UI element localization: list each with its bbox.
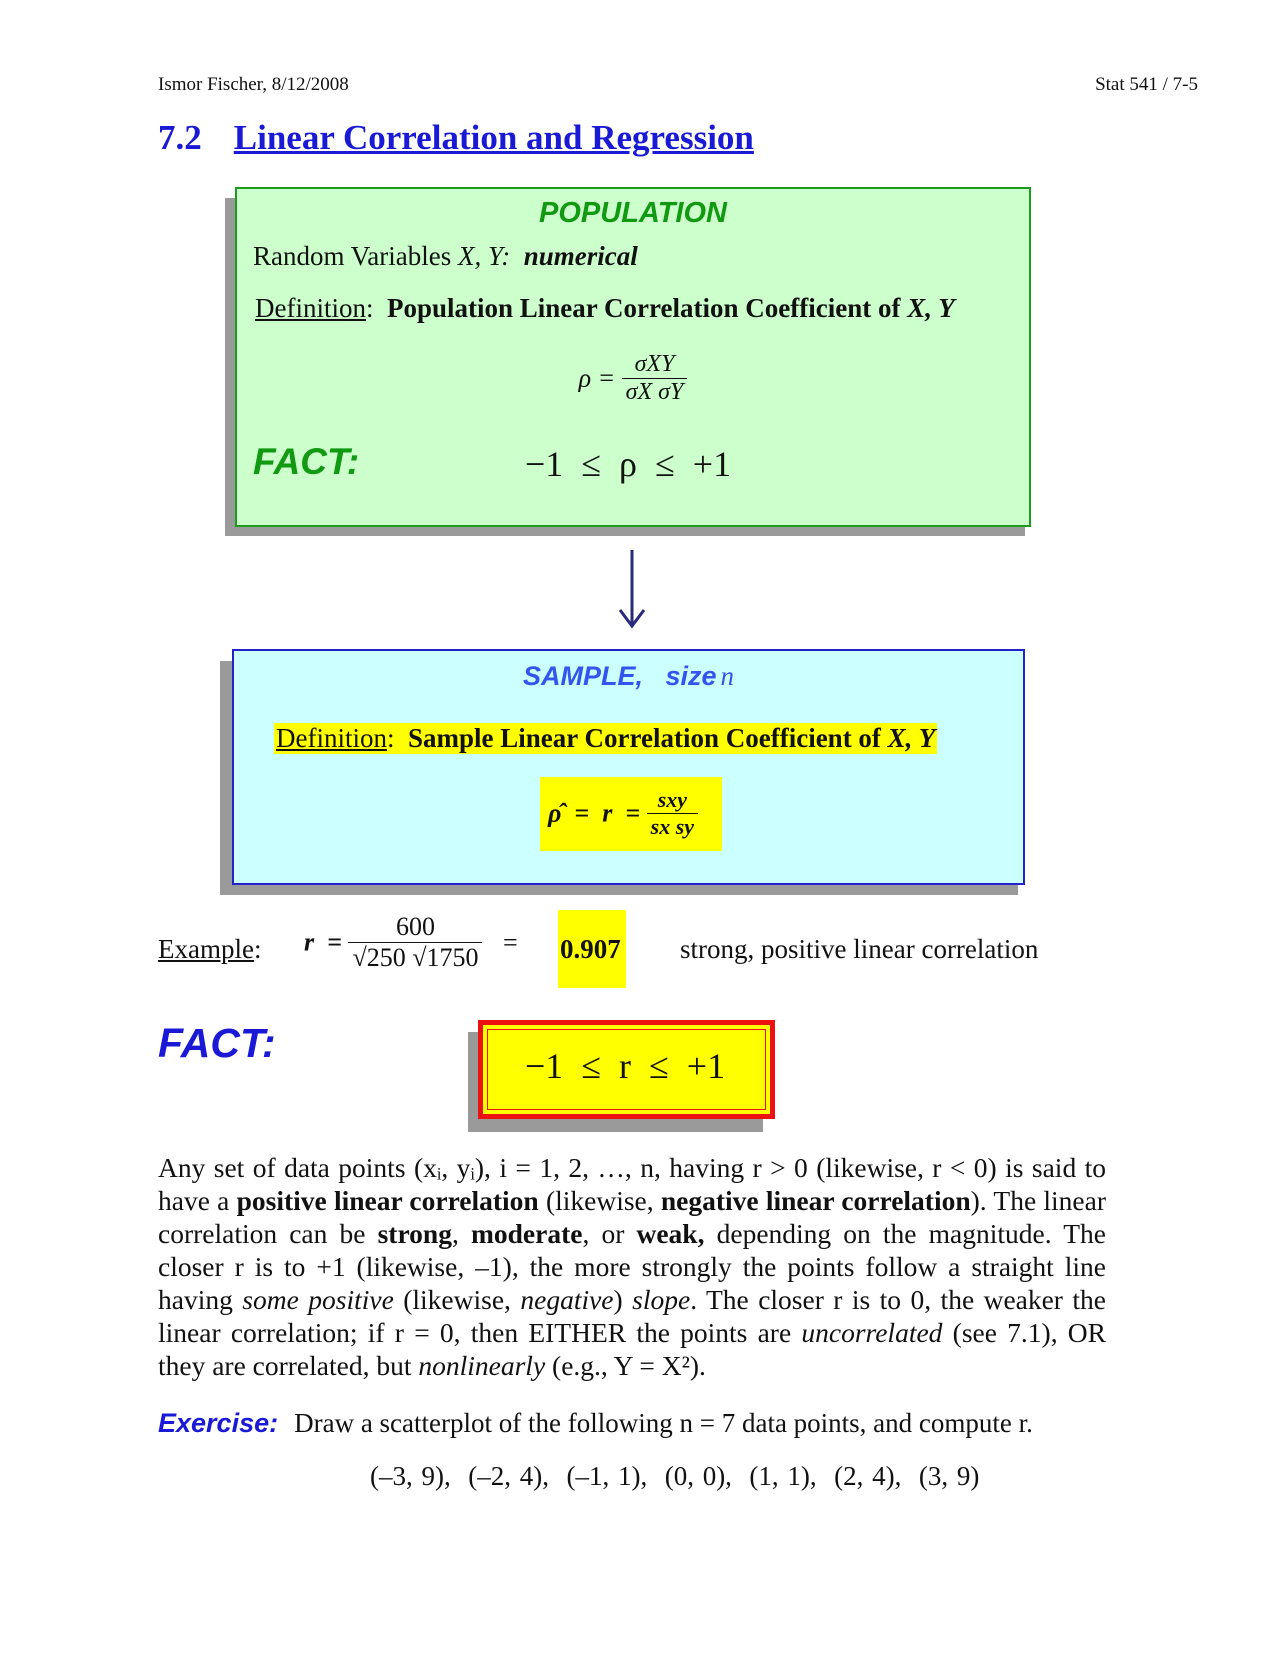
definition-text: Population Linear Correlation Coefficient of bbox=[387, 293, 908, 323]
paragraph-fragment: ) bbox=[613, 1284, 633, 1315]
section-title bbox=[158, 118, 754, 158]
paragraph-fragment: (e.g., Y = X²). bbox=[545, 1350, 706, 1381]
paragraph-fragment: slope bbox=[632, 1284, 691, 1315]
example-label: Example: bbox=[158, 934, 262, 964]
sample-denominator: sx sy bbox=[650, 814, 695, 839]
example-formula bbox=[304, 912, 518, 973]
paragraph-fragment: . The closer r is to 0, the weaker the linear correlation; if r = 0, then EITHER the points are bbox=[158, 1284, 1107, 1348]
paragraph-fragment: (likewise, bbox=[393, 1284, 521, 1315]
sample-r-formula bbox=[540, 777, 722, 851]
rho-lhs: ρ = bbox=[578, 363, 616, 393]
paragraph-fragment: (see 7.1), OR they are correlated, but bbox=[158, 1317, 1106, 1381]
example-fraction bbox=[348, 912, 482, 973]
definition-vars: X, Y bbox=[907, 293, 955, 323]
example-equals: = bbox=[502, 927, 518, 957]
population-heading: POPULATION bbox=[539, 197, 727, 229]
paragraph-fragment: uncorrelated bbox=[801, 1317, 943, 1348]
paragraph-fragment: moderate bbox=[470, 1218, 583, 1249]
paragraph-fragment: nonlinearly bbox=[418, 1350, 546, 1381]
page-header-author: Ismor Fischer, 8/12/2008 bbox=[158, 74, 349, 95]
sample-box bbox=[232, 649, 1025, 885]
rho-denominator: σX σY bbox=[625, 379, 684, 405]
paragraph-fragment: negative bbox=[520, 1284, 614, 1315]
random-variables-line bbox=[253, 241, 638, 272]
example-numerator: 600 bbox=[348, 912, 482, 943]
section-title-text: Linear Correlation and Regression bbox=[233, 118, 754, 157]
sample-heading-n: n bbox=[720, 661, 735, 691]
paragraph-fragment: (likewise, bbox=[538, 1185, 661, 1216]
example-result-highlight bbox=[558, 910, 626, 988]
paragraph-fragment: ). The linear correlation can be bbox=[158, 1185, 1106, 1249]
paragraph-fragment: strong bbox=[377, 1218, 452, 1249]
exercise-label: Exercise: bbox=[158, 1408, 279, 1438]
sample-numerator: sxy bbox=[647, 787, 698, 814]
paragraph-fragment: , bbox=[451, 1218, 471, 1249]
sample-heading-text: SAMPLE, size bbox=[522, 661, 717, 691]
paragraph-fragment: Any set of data points (xᵢ, yᵢ), i = 1, 2, …, n, having r > 0 (likewise, r < 0) is said to have a bbox=[158, 1152, 1106, 1216]
down-arrow-icon bbox=[612, 548, 652, 630]
example-description: strong, positive linear correlation bbox=[680, 934, 1039, 964]
population-fact-inequality: −1 ≤ ρ ≤ +1 bbox=[525, 444, 732, 484]
fact-box bbox=[478, 1020, 775, 1119]
sample-formula-lhs: ρ̂ = r = bbox=[548, 798, 641, 828]
sample-definition-label: Definition bbox=[276, 723, 387, 753]
definition-label: Definition bbox=[255, 293, 366, 323]
paragraph-fragment: weak, bbox=[636, 1218, 705, 1249]
example-denominator: √250 √1750 bbox=[352, 943, 479, 972]
explanation-paragraph bbox=[158, 1151, 1106, 1382]
population-fact-label: FACT: bbox=[253, 441, 360, 482]
exercise-data-points: (–3, 9), (–2, 4), (–1, 1), (0, 0), (1, 1), (2, 4), (3, 9) bbox=[370, 1461, 980, 1491]
random-variables-prefix: Random Variables bbox=[253, 241, 458, 271]
population-definition: Definition: Population Linear Correlation Coefficient of X, Y bbox=[255, 293, 955, 323]
paragraph-fragment: , or bbox=[582, 1218, 637, 1249]
exercise-text: Draw a scatterplot of the following n = 7 data points, and compute r. bbox=[294, 1408, 1033, 1438]
sample-fraction bbox=[647, 787, 698, 840]
sample-heading bbox=[234, 661, 1023, 692]
page-header-course: Stat 541 / 7-5 bbox=[1095, 74, 1198, 95]
random-variables-type: numerical bbox=[523, 241, 638, 271]
example-label-text: Example bbox=[158, 934, 254, 964]
population-rho-formula bbox=[237, 351, 1029, 406]
population-box bbox=[235, 187, 1031, 527]
sample-definition-vars: X, Y bbox=[887, 723, 936, 753]
fact-inequality: −1 ≤ r ≤ +1 bbox=[525, 1046, 726, 1086]
paragraph-fragment: some positive bbox=[242, 1284, 394, 1315]
section-number: 7.2 bbox=[158, 118, 202, 157]
sample-definition-text: Sample Linear Correlation Coefficient of bbox=[408, 723, 888, 753]
example-r-eq: r = bbox=[304, 927, 342, 957]
paragraph-fragment: negative linear correlation bbox=[660, 1185, 971, 1216]
sample-definition: Definition: Sample Linear Correlation Coefficient of X, Y bbox=[276, 723, 936, 753]
exercise-line bbox=[158, 1408, 1033, 1439]
random-variables-vars: X, Y: bbox=[457, 241, 511, 271]
rho-numerator: σXY bbox=[622, 351, 688, 379]
fact-label: FACT: bbox=[158, 1020, 276, 1066]
paragraph-fragment: depending on the magnitude. The closer r is to +1 (likewise, –1), the more strongly the points follow a straight line having bbox=[158, 1218, 1106, 1315]
paragraph-fragment: positive linear correlation bbox=[236, 1185, 539, 1216]
rho-fraction bbox=[622, 351, 688, 406]
example-result: 0.907 bbox=[560, 934, 621, 964]
